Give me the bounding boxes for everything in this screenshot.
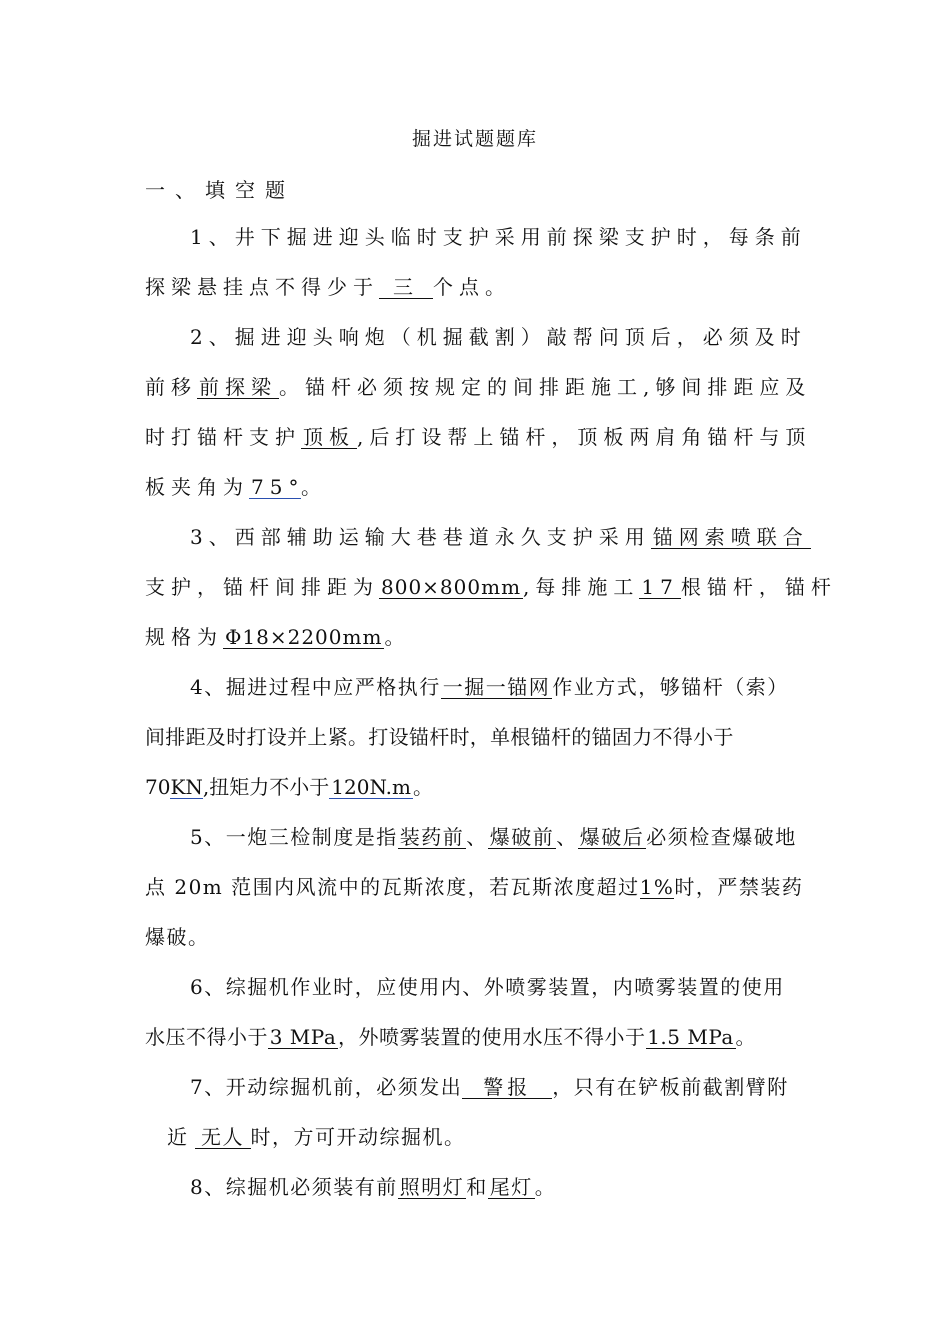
q5-line-1 bbox=[145, 824, 852, 850]
q3-text: 3、西部辅助运输大巷巷道永久支护采用 bbox=[190, 525, 651, 549]
q6-line-2 bbox=[145, 1024, 807, 1050]
q5-text: 必须检查爆破地 bbox=[646, 825, 797, 849]
q7-text: ，只有在铲板前截割臂附 bbox=[552, 1075, 789, 1099]
q4-answer-2: KN bbox=[170, 775, 203, 799]
q5-text: 、 bbox=[466, 825, 488, 849]
q1-line-1: 1、井下掘进迎头临时支护采用前探梁支护时，每条前 bbox=[190, 225, 807, 249]
q3-line-3 bbox=[145, 624, 807, 650]
q8-answer-1: 照明灯 bbox=[399, 1175, 465, 1199]
q5-text: 5、一炮三检制度是指 bbox=[190, 825, 398, 849]
q3-line-1 bbox=[145, 524, 852, 550]
q6-answer-1: 3 MPa bbox=[269, 1025, 337, 1049]
q2-answer-3: 75° bbox=[251, 475, 305, 499]
q6-line-1: 6、综掘机作业时，应使用内、外喷雾装置，内喷雾装置的使用 bbox=[190, 975, 785, 999]
q8-text: 。 bbox=[534, 1175, 557, 1199]
q8-line-1 bbox=[145, 1174, 852, 1200]
q5-answer-4: 1% bbox=[639, 875, 675, 899]
q5-answer-1: 装药前 bbox=[399, 825, 465, 849]
q2-answer-2: 顶板 bbox=[303, 425, 355, 449]
q6-text: 水压不得小于 bbox=[145, 1025, 268, 1049]
q2-text: 时打锚杆支护 bbox=[145, 425, 301, 449]
q2-line-4 bbox=[145, 474, 807, 500]
q1-text: 个点。 bbox=[433, 275, 511, 299]
q2-line-2 bbox=[145, 374, 812, 400]
q4-line-1 bbox=[145, 674, 852, 700]
q2-line-3 bbox=[145, 424, 812, 450]
q7-text: 时，方可开动综掘机。 bbox=[250, 1125, 466, 1149]
q4-text: 4、掘进过程中应严格执行 bbox=[190, 675, 441, 699]
q3-text: 。 bbox=[384, 625, 411, 649]
q1-line-2 bbox=[145, 274, 807, 300]
q4-text: 。 bbox=[412, 775, 433, 799]
q3-text: 规格为 bbox=[145, 625, 223, 649]
q6-answer-2: 1.5 MPa bbox=[647, 1025, 734, 1049]
q3-answer-4: Φ18×2200mm bbox=[225, 625, 383, 649]
q5-line-2 bbox=[145, 874, 807, 900]
document-title: 掘进试题题库 bbox=[411, 128, 538, 150]
q4-text: ,扭矩力不小于 bbox=[202, 775, 330, 799]
section-heading: 一、填空题 bbox=[145, 178, 295, 202]
q2-text: 。锚杆必须按规定的间排距施工,够间排距应及 bbox=[279, 375, 812, 399]
q4-answer-1: 一掘一锚网 bbox=[442, 675, 551, 699]
q2-text: 前移 bbox=[145, 375, 197, 399]
q1-answer-1: 三 bbox=[379, 276, 433, 299]
q6-text: ，外喷雾装置的使用水压不得小于 bbox=[338, 1025, 646, 1049]
q7-text: 7、开动综掘机前，必须发出 bbox=[190, 1075, 463, 1099]
q5-line-3: 爆破。 bbox=[145, 925, 210, 949]
q2-line-1: 2、掘进迎头响炮（机掘截割）敲帮问顶后，必须及时 bbox=[190, 325, 807, 349]
q4-answer-3: 120N.m bbox=[331, 775, 411, 799]
q5-answer-3: 爆破后 bbox=[579, 825, 645, 849]
q3-answer-2: 800×800mm bbox=[381, 575, 522, 599]
q2-text: 。 bbox=[301, 475, 327, 499]
q3-text: 支护，锚杆间排距为 bbox=[145, 575, 379, 599]
q3-text: 根锚杆，锚杆 bbox=[680, 575, 837, 599]
q3-line-2 bbox=[145, 574, 837, 600]
q4-text: 作业方式，够锚杆（索） bbox=[552, 675, 789, 699]
q2-answer-1: 前探梁 bbox=[199, 375, 277, 399]
q7-answer-2: 无人 bbox=[195, 1126, 251, 1149]
q5-text: 时，严禁装药 bbox=[674, 875, 804, 899]
q7-answer-1: 警报 bbox=[462, 1076, 552, 1099]
q5-text: 点 20m 范围内风流中的瓦斯浓度，若瓦斯浓度超过 bbox=[145, 875, 640, 899]
q7-line-2 bbox=[145, 1124, 829, 1150]
q4-text: 70 bbox=[145, 775, 171, 799]
q8-text: 8、综掘机必须装有前 bbox=[190, 1175, 398, 1199]
q6-text: 。 bbox=[735, 1025, 756, 1049]
q2-text: ,后打设帮上锚杆，顶板两肩角锚杆与顶 bbox=[357, 425, 812, 449]
q5-text: 、 bbox=[556, 825, 578, 849]
q5-answer-2: 爆破前 bbox=[489, 825, 555, 849]
q7-line-1 bbox=[145, 1074, 852, 1100]
q3-text: ,每排施工 bbox=[523, 575, 640, 599]
q4-line-3 bbox=[145, 774, 807, 800]
q1-text: 探梁悬挂点不得少于 bbox=[145, 275, 379, 299]
q8-text: 和 bbox=[466, 1175, 488, 1199]
q8-answer-2: 尾灯 bbox=[489, 1175, 533, 1199]
q4-line-2: 间排距及时打设并上紧。打设锚杆时，单根锚杆的锚固力不得小于 bbox=[145, 725, 734, 749]
q2-text: 板夹角为 bbox=[145, 475, 249, 499]
q7-text: 近 bbox=[167, 1125, 189, 1149]
q3-answer-1: 锚网索喷联合 bbox=[652, 525, 809, 549]
q3-answer-3: 17 bbox=[641, 575, 679, 599]
